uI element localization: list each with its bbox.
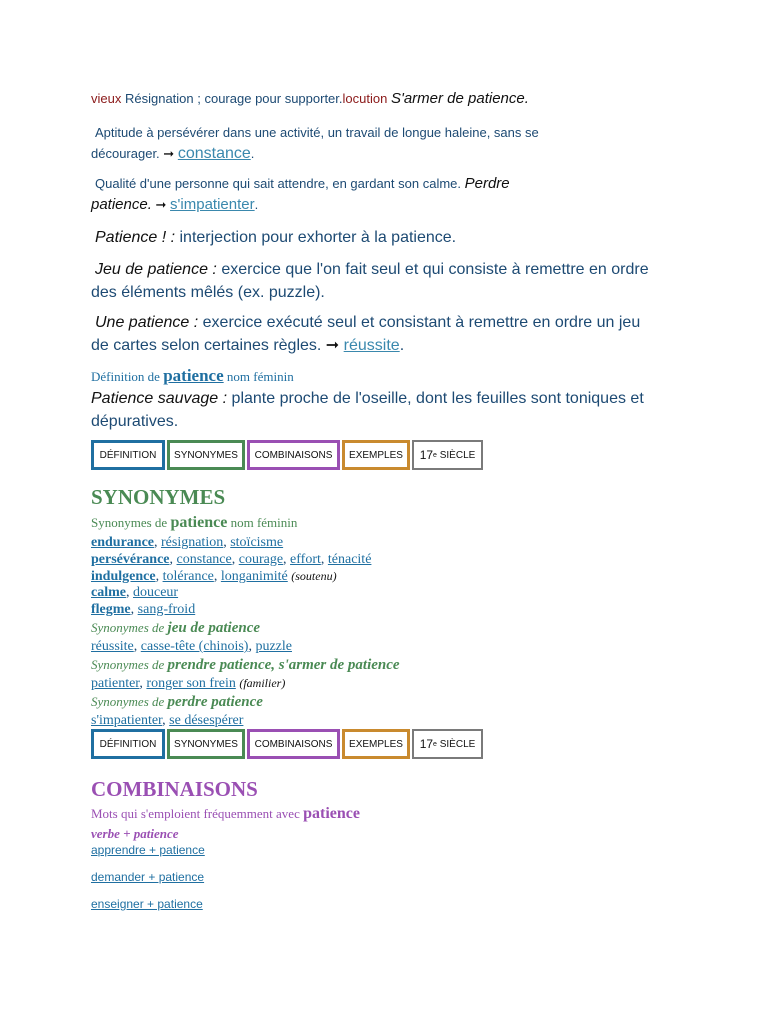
combinaison-link[interactable]: demander + patience xyxy=(91,870,205,884)
nav-synonymes[interactable]: SYNONYMES xyxy=(167,440,245,470)
nav-siecle[interactable] xyxy=(412,729,483,759)
headword: patience xyxy=(170,514,228,531)
punct: . xyxy=(254,197,259,212)
def-line-4 xyxy=(91,226,685,249)
register-note: (familier) xyxy=(239,676,286,690)
def-text: plante proche de l'oseille, dont les feuilles sont toniques et xyxy=(231,390,644,407)
syn-link[interactable]: effort xyxy=(290,552,321,567)
arrow-icon: ➞ xyxy=(163,146,175,161)
expression: Perdre xyxy=(464,175,510,192)
expression: prendre patience, s'armer de patience xyxy=(167,657,400,673)
sub-pre: Synonymes de xyxy=(91,620,165,635)
syn-row: endurance, résignation, stoïcisme xyxy=(91,535,284,550)
syn-link[interactable]: stoïcisme xyxy=(230,535,284,550)
syn-link[interactable]: constance xyxy=(176,552,232,567)
combinaison-link[interactable]: apprendre + patience xyxy=(91,843,205,857)
nav-synonymes[interactable]: SYNONYMES xyxy=(167,729,245,759)
punct: . xyxy=(399,337,405,354)
def-text: interjection pour exhorter à la patience. xyxy=(179,229,457,246)
combinaisons-title: COMBINAISONS xyxy=(91,777,258,801)
def-text: exercice exécuté seul et consistant à remettre en ordre un jeu xyxy=(202,314,641,331)
arrow-icon: ➞ xyxy=(325,337,340,354)
link-reussite[interactable]: réussite xyxy=(343,337,400,354)
syn-link[interactable]: douceur xyxy=(132,585,179,600)
nav-exemples[interactable]: EXEMPLES xyxy=(342,729,410,759)
def-text: des éléments mêlés (ex. puzzle). xyxy=(91,284,325,301)
syn-link[interactable]: patienter xyxy=(91,676,140,691)
link-s-impatienter[interactable]: s'impatienter xyxy=(170,196,255,213)
sub-post: nom féminin xyxy=(230,515,298,530)
siecle-text: SIÈCLE xyxy=(439,449,476,461)
syn-link[interactable]: ronger son frein xyxy=(146,676,236,691)
combinaison-link[interactable]: enseigner + patience xyxy=(91,897,203,911)
def-line-3 xyxy=(91,173,681,215)
syn-row: indulgence, tolérance, longanimité (soutenu) xyxy=(91,569,337,584)
def-text: dépuratives. xyxy=(91,413,179,430)
syn-link[interactable]: réussite xyxy=(91,639,134,654)
combinaison-category: verbe + patience xyxy=(91,826,179,841)
sub-pre: Synonymes de xyxy=(91,657,165,672)
header-pre: Définition de xyxy=(91,369,160,384)
nav-definition[interactable]: DÉFINITION xyxy=(91,440,165,470)
term: Jeu de patience : xyxy=(95,261,217,278)
def-line-7 xyxy=(91,387,681,433)
arrow-icon: ➞ xyxy=(155,197,167,212)
nav-combinaisons[interactable]: COMBINAISONS xyxy=(247,440,340,470)
syn-link[interactable]: indulgence xyxy=(91,569,156,584)
usage-tag: locution xyxy=(342,91,388,106)
siecle-num: 17 xyxy=(419,737,434,751)
sub-pre: Synonymes de xyxy=(91,515,168,530)
def-line-5 xyxy=(91,258,681,304)
sub-pre: Mots qui s'emploient fréquemment avec xyxy=(91,806,300,821)
section-nav xyxy=(91,729,483,759)
def-line-6 xyxy=(91,311,681,357)
nav-definition[interactable]: DÉFINITION xyxy=(91,729,165,759)
syn-subheading xyxy=(91,693,263,711)
syn-link[interactable]: se désespérer xyxy=(169,713,244,728)
def-text: décourager. xyxy=(91,146,160,161)
def-line-2 xyxy=(91,122,681,164)
syn-row: patienter, ronger son frein (familier) xyxy=(91,676,286,691)
headword: patience xyxy=(163,366,224,385)
syn-link[interactable]: endurance xyxy=(91,535,154,550)
syn-link[interactable]: courage xyxy=(238,552,284,567)
siecle-sup: e xyxy=(433,740,437,748)
nav-combinaisons[interactable]: COMBINAISONS xyxy=(247,729,340,759)
nav-exemples[interactable]: EXEMPLES xyxy=(342,440,410,470)
syn-link[interactable]: sang-froid xyxy=(137,602,196,617)
synonymes-title: SYNONYMES xyxy=(91,485,226,509)
syn-link[interactable]: casse-tête (chinois) xyxy=(140,639,249,654)
syn-link[interactable]: s'impatienter xyxy=(91,713,163,728)
syn-link[interactable]: ténacité xyxy=(327,552,372,567)
expression: perdre patience xyxy=(167,694,263,710)
syn-link[interactable]: calme xyxy=(91,585,126,600)
punct: . xyxy=(250,146,255,161)
def-text: Qualité d'une personne qui sait attendre, en gardant son calme. xyxy=(95,176,461,191)
headword: patience xyxy=(303,805,360,822)
usage-tag: vieux xyxy=(91,91,122,106)
def-text: Aptitude à persévérer dans une activité, un travail de longue haleine, sans se xyxy=(95,125,539,140)
syn-row: calme, douceur xyxy=(91,585,179,600)
term: Patience sauvage : xyxy=(91,390,228,407)
expression: S'armer de patience. xyxy=(390,90,529,107)
definition-header xyxy=(91,366,681,386)
combinaisons-subtitle xyxy=(91,805,360,822)
link-constance[interactable]: constance xyxy=(177,145,251,162)
term: Une patience : xyxy=(95,314,199,331)
section-nav xyxy=(91,440,483,470)
syn-row: réussite, casse-tête (chinois), puzzle xyxy=(91,639,292,654)
syn-link[interactable]: tolérance xyxy=(162,569,214,584)
siecle-sup: e xyxy=(433,451,437,459)
def-text: Résignation ; courage pour supporter. xyxy=(124,91,343,106)
synonymes-subtitle xyxy=(91,514,297,531)
expression: patience. xyxy=(91,196,152,213)
siecle-text: SIÈCLE xyxy=(439,738,476,750)
def-text: exercice que l'on fait seul et qui consiste à remettre en ordre xyxy=(221,261,649,278)
syn-link[interactable]: résignation xyxy=(161,535,224,550)
syn-link[interactable]: flegme xyxy=(91,602,131,617)
syn-subheading xyxy=(91,619,260,637)
header-post: nom féminin xyxy=(226,369,294,384)
syn-link[interactable]: persévérance xyxy=(91,552,170,567)
syn-row: flegme, sang-froid xyxy=(91,602,196,617)
syn-row: persévérance, constance, courage, effort, ténacité xyxy=(91,552,372,567)
def-text: de cartes selon certaines règles. xyxy=(91,337,322,354)
syn-link[interactable]: puzzle xyxy=(255,639,292,654)
nav-siecle[interactable] xyxy=(412,440,483,470)
term: Patience ! : xyxy=(95,229,176,246)
syn-subheading xyxy=(91,656,400,674)
expression: jeu de patience xyxy=(167,620,261,636)
def-line-1 xyxy=(91,88,681,109)
syn-row: s'impatienter, se désespérer xyxy=(91,713,244,728)
syn-link[interactable]: longanimité xyxy=(220,569,288,584)
sub-pre: Synonymes de xyxy=(91,694,165,709)
register-note: (soutenu) xyxy=(291,569,337,583)
siecle-num: 17 xyxy=(419,448,434,462)
